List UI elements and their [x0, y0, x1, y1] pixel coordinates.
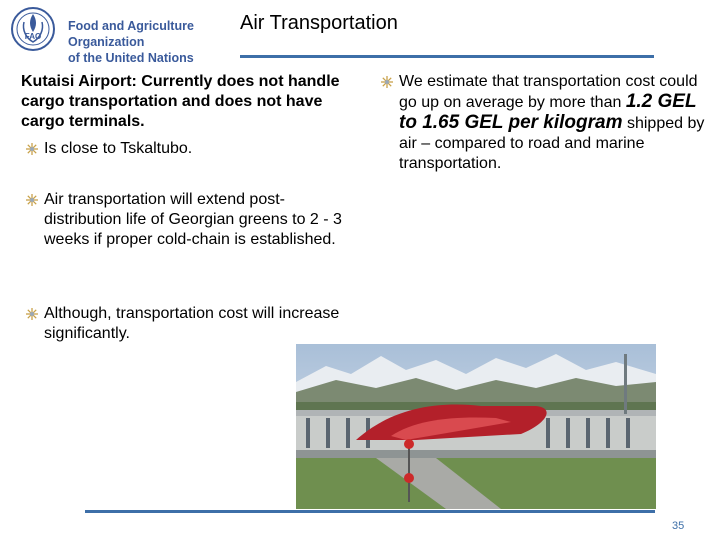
bullet-text: Is close to Tskaltubo. — [44, 140, 193, 157]
slide-title: Air Transportation — [240, 12, 398, 34]
bullet-item — [44, 139, 344, 159]
org-name-line1: Food and Agriculture Organization — [68, 19, 194, 49]
sunburst-bullet-icon — [25, 142, 39, 156]
bullet-item — [399, 72, 709, 174]
sunburst-bullet-icon — [25, 307, 39, 321]
org-name — [68, 18, 230, 66]
bullet-text: We estimate that transportation cost could go up on average by more than — [399, 73, 698, 111]
bullet-text: shipped by air – compared to road and marine transportation. — [399, 115, 705, 172]
bullet-item — [44, 190, 349, 250]
top-divider — [240, 55, 654, 58]
fao-emblem-icon — [10, 6, 56, 52]
bullet-text: Although, transportation cost will increase significantly. — [44, 305, 340, 342]
bottom-divider — [85, 510, 655, 513]
sunburst-bullet-icon — [25, 193, 39, 207]
sunburst-bullet-icon — [380, 75, 394, 89]
cost-emphasis: 1.2 GEL to 1.65 GEL per kilogram — [399, 91, 697, 133]
page-number: 35 — [672, 520, 685, 532]
bullet-item — [44, 304, 349, 344]
fao-logo-letters: FAO — [24, 32, 42, 41]
airport-heading: Kutaisi Airport: Currently does not handle cargo transportation and does not have cargo terminals. — [21, 73, 340, 130]
fao-logo — [10, 6, 230, 65]
airport-terminal-photo — [296, 344, 656, 509]
org-name-line2: of the United Nations — [68, 51, 194, 65]
bullet-text: Air transportation will extend post-distribution life of Georgian greens to 2 - 3 weeks if proper cold-chain is established. — [44, 191, 342, 248]
